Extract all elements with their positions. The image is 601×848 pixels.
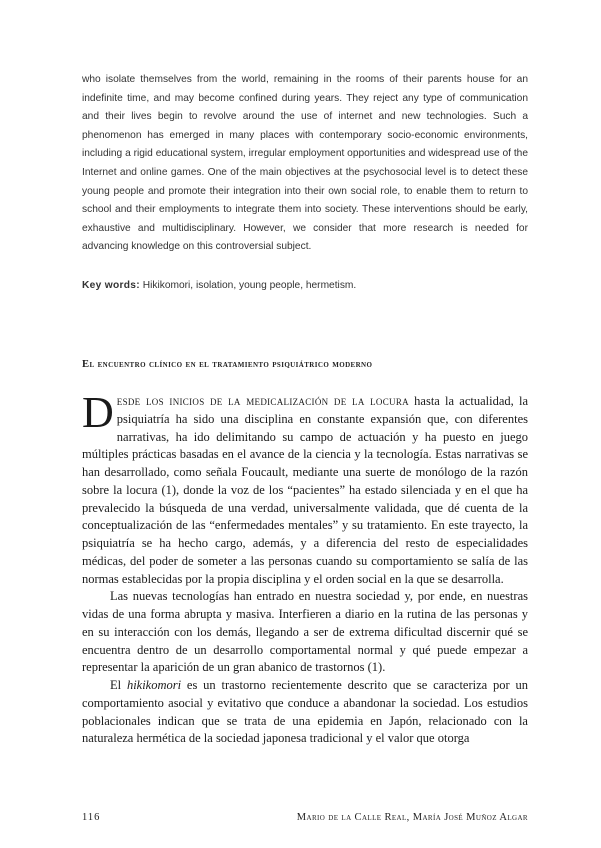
running-footer-authors: Mario de la Calle Real, María José Muñoz Algar [296, 812, 528, 823]
keywords-text: Hikikomori, isolation, young people, hermetism. [142, 280, 357, 291]
paragraph-1-rest: hasta la actualidad, la psiquiatría ha sido una disciplina en constante expansión que, con diferentes narrativas, ha ido delimitando su campo de actuación y ha puesto en juego múltiples prácticas basadas en el avance de la ciencia y la tecnología. Estas narrativas se han desarrollado, como señala Foucault, mediante una suerte de monólogo de la razón sobre la locura (1), donde la voz de los “pacientes” ha estado silenciada y en el que ha prevalecido la búsqueda de una verdad, universalmente validada, que dé cuenta de la conceptualización de las “enfermedades mentales” y su tratamiento. En este trayecto, la psiquiatría se ha hecho cargo, además, y a diferencia del resto de especialidades médicas, del poder de someter a las personas cuando su comportamiento se salía de las normas establecidas por la propia disciplina y el orden social en la que se desarrolla. [82, 394, 529, 586]
lead-smallcaps: esde los inicios de la medicalización de la locura [116, 394, 409, 408]
paragraph-1 [82, 388, 529, 588]
abstract-text: who isolate themselves from the world, remaining in the rooms of their parents house for an indefinite time, and may become confined during years. They reject any type of communication and their lives begin to revolve around the use of internet and new technologies. Such a phenomenon has emerged in many places with contemporary socio-economic environments, including a rigid educational system, irregular employment opportunities and widespread use of the Internet and online games. One of the main objectives at the psychosocial level is to detect these young people and promote their integration into their own social role, to enable them to return to school and their employments to integrate them into society. These interventions should be early, exhaustive and multidisciplinary. However, we consider that more research is needed for advancing knowledge on this controversial subject. [82, 74, 528, 253]
term-hikikomori: hikikomori [126, 678, 182, 692]
paragraph-2: Las nuevas tecnologías han entrado en nuestra sociedad y, por ende, en nuestras vidas de una forma abrupta y masiva. Interfieren a diario en la rutina de las personas y en su interacción con los demás, llegando a ser de extrema dificultad discernir qué se encuentra dentro de un desarrollo comportamental normal y qué puede empezar a representar la aparición de un gran abanico de trastornos (1). [82, 589, 528, 675]
drop-cap: D [82, 388, 114, 437]
keywords-line [82, 278, 528, 294]
body-text [82, 388, 529, 748]
section-heading: El encuentro clínico en el tratamiento psiquiátrico moderno [82, 359, 373, 370]
page-number: 116 [82, 812, 101, 823]
keywords-label: Key words: [82, 280, 140, 291]
paragraph-3 [82, 677, 528, 748]
paragraph-3-rest: es un trastorno recientemente descrito que se caracteriza por un comportamiento asocial y evitativo que conduce a abandonar la sociedad. Los estudios poblacionales indican que se trata de una epidemia en Japón, relacionado con la naturaleza hermética de la sociedad japonesa tradicional y el valor que otorga [82, 678, 529, 746]
paragraph-3-start: El [110, 678, 127, 692]
